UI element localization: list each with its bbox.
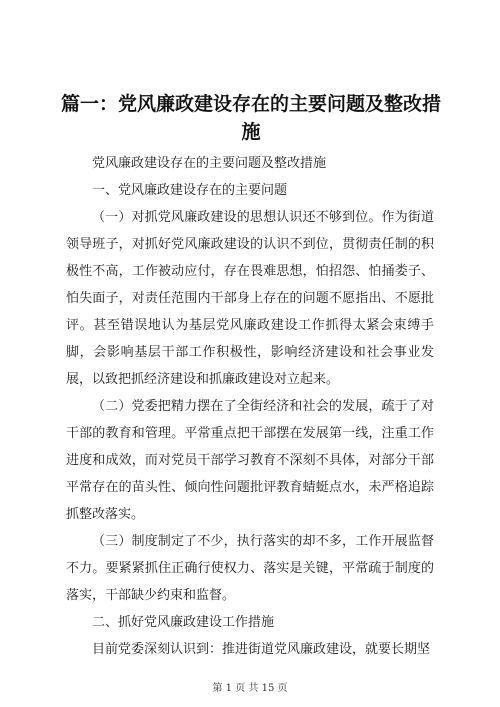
paragraph-3: （三）制度制定了不少，执行落实的却不多，工作开展监督不力。要紧紧抓住正确行使权力、落实是关键，平常疏于制度的落实，干部缺少约束和监督。: [66, 534, 434, 603]
document-title: 篇一：党风廉政建设存在的主要问题及整改措施: [60, 93, 441, 143]
section-heading-2: 二、抓好党风廉政建设工作措施: [92, 615, 275, 630]
section-heading-1: 一、党风廉政建设存在的主要问题: [92, 183, 288, 198]
document-body: [66, 150, 434, 663]
paragraph-subtitle: 党风廉政建设存在的主要问题及整改措施: [92, 156, 327, 171]
paragraph-1: （一）对抓党风廉政建设的思想认识还不够到位。作为街道领导班子，对抓好党风廉政建设的认识不到位，贯彻责任制的积极性不高，工作被动应付，存在畏难思想，怕招怨、怕捅娄子、怕失面子，对责任范围内干部身上存在的问题不愿指出、不愿批评。甚至错误地认为基层党风廉政建设工作抓得太紧会束缚手脚，会影响基层干部工作积极性，影响经济建设和社会事业发展，以致把抓经济建设和抓廉政建设对立起来。: [66, 210, 434, 387]
paragraph-4: 目前党委深刻认识到：推进街道党风廉政建设，就要长期坚: [92, 642, 431, 657]
paragraph-2: （二）党委把精力摆在了全街经济和社会的发展，疏于了对干部的教育和管理。平常重点把干部摆在发展第一线，注重工作进度和成效，而对党员干部学习教育不深刻不具体，对部分干部平常存在的苗头性、倾向性问题批评教育蜻蜓点水，未严格追踪抓整改落实。: [66, 399, 434, 522]
page-footer: 第 1 页 共 15 页: [212, 683, 288, 694]
